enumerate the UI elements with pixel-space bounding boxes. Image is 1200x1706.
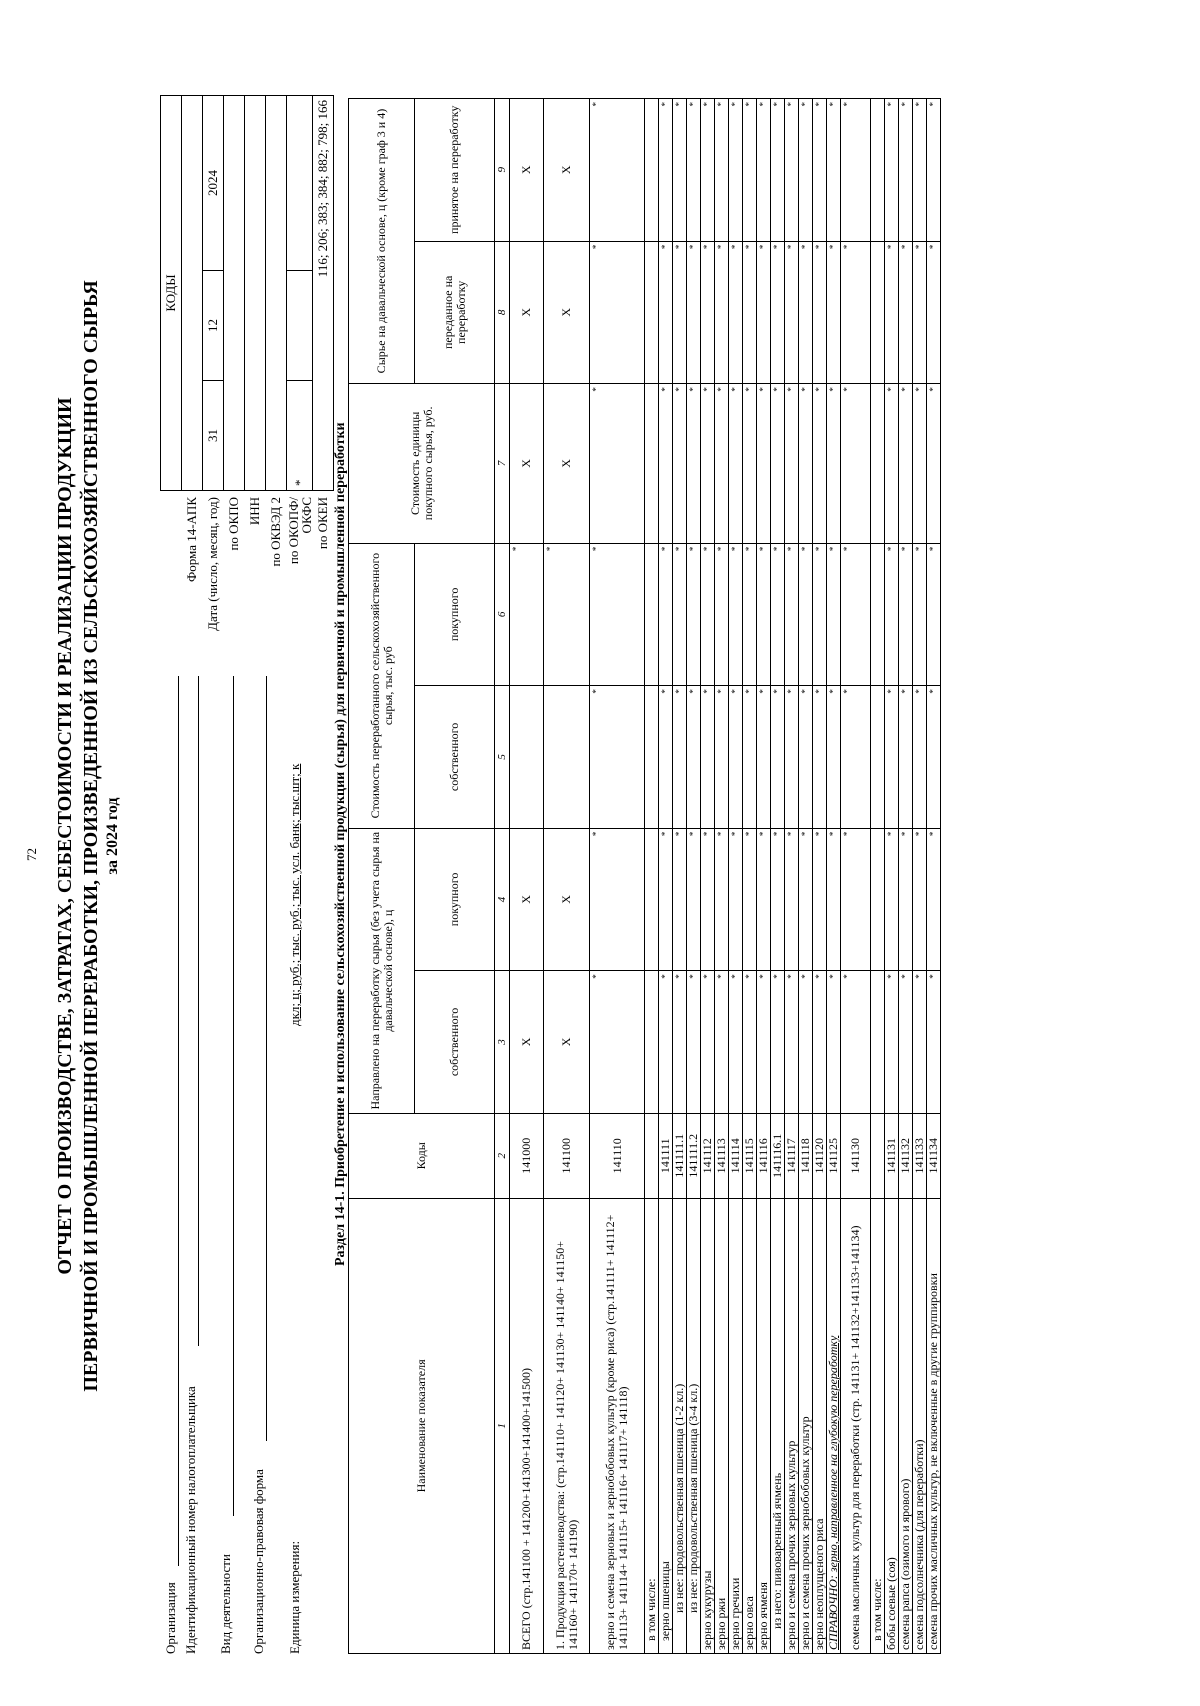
row-cell-c9[interactable]	[871, 99, 885, 242]
row-cell-c6[interactable]: *	[701, 543, 715, 686]
row-cell-c6[interactable]	[871, 543, 885, 686]
row-cell-c7[interactable]: *	[701, 384, 715, 544]
row-cell-c3[interactable]	[645, 971, 659, 1114]
row-code: 141100	[544, 1113, 590, 1198]
header-cost-own: собственного	[415, 686, 495, 829]
row-cell-c6[interactable]: *	[715, 543, 729, 686]
table-row	[701, 99, 715, 1654]
row-cell-c5[interactable]: *	[799, 686, 813, 829]
row-cell-c9[interactable]: *	[729, 99, 743, 242]
row-cell-c5[interactable]	[871, 686, 885, 829]
row-cell-c8[interactable]: *	[757, 241, 771, 384]
okopf-spare-cell	[287, 96, 313, 271]
row-cell-c7[interactable]: Х	[510, 384, 544, 544]
date-label: Дата (число, месяц, год)	[203, 491, 224, 662]
row-cell-c4[interactable]: *	[899, 828, 913, 971]
row-cell-c3[interactable]: Х	[510, 971, 544, 1114]
row-cell-c7[interactable]: *	[827, 384, 841, 544]
table-row	[913, 99, 927, 1654]
row-cell-c6[interactable]: *	[827, 543, 841, 686]
header-tolling: Сырье на давальческой основе, ц (кроме граф 3 и 4)	[349, 99, 415, 384]
row-code: 141112	[701, 1113, 715, 1198]
row-cell-c6[interactable]: *	[771, 543, 785, 686]
date-year[interactable]: 2024	[203, 96, 224, 271]
row-code: 141120	[813, 1113, 827, 1198]
row-cell-c7[interactable]: *	[841, 384, 871, 544]
row-cell-c5[interactable]: *	[687, 686, 701, 829]
header-tolling-accepted: принятое на переработку	[415, 99, 495, 242]
row-cell-c3[interactable]: *	[885, 971, 899, 1114]
row-cell-c9[interactable]: Х	[510, 99, 544, 242]
row-code: 141134	[927, 1113, 941, 1198]
row-code: 141110	[590, 1113, 645, 1198]
row-cell-c6[interactable]: *	[785, 543, 799, 686]
row-code: 141117	[785, 1113, 799, 1198]
row-cell-c6[interactable]: *	[590, 543, 645, 686]
row-cell-c5[interactable]: *	[885, 686, 899, 829]
row-cell-c9[interactable]: *	[927, 99, 941, 242]
row-name: из нее: продовольственная пшеница (1-2 кл.)	[673, 1198, 687, 1653]
table-row	[841, 99, 871, 1654]
row-cell-c6[interactable]: *	[510, 543, 544, 686]
table-row	[715, 99, 729, 1654]
table-row	[729, 99, 743, 1654]
row-cell-c6[interactable]: *	[927, 543, 941, 686]
row-cell-c6[interactable]: *	[687, 543, 701, 686]
row-cell-c3[interactable]: *	[771, 971, 785, 1114]
row-cell-c4[interactable]	[871, 828, 885, 971]
row-cell-c9[interactable]	[645, 99, 659, 242]
header-cost-purchased: покупного	[415, 543, 495, 686]
row-cell-c8[interactable]: *	[799, 241, 813, 384]
row-cell-c5[interactable]: *	[927, 686, 941, 829]
okfs-text: ОКФС	[298, 497, 314, 534]
unit-label: Единица измерения:	[287, 1540, 302, 1654]
row-cell-c7[interactable]: *	[927, 384, 941, 544]
row-name: зерно и семена зерновых и зернобобовых культур (кроме риса) (стр.141111+ 141112+ 141113+ 141114+ 141115+ 141116+ 141117+ 141118)	[590, 1198, 645, 1653]
row-cell-c4[interactable]: *	[913, 828, 927, 971]
row-cell-c4[interactable]: *	[841, 828, 871, 971]
row-cell-c8[interactable]: *	[785, 241, 799, 384]
row-cell-c8[interactable]	[645, 241, 659, 384]
header-codes: Коды	[349, 1113, 495, 1198]
row-name: в том числе:	[871, 1198, 885, 1653]
row-cell-c4[interactable]: *	[785, 828, 799, 971]
row-cell-c5[interactable]: *	[590, 686, 645, 829]
okved-cell[interactable]	[266, 96, 287, 491]
inn-field-line[interactable]	[198, 676, 199, 1346]
row-cell-c6[interactable]: *	[673, 543, 687, 686]
row-name: из нее: продовольственная пшеница (3-4 кл.)	[687, 1198, 701, 1653]
row-cell-c9[interactable]: *	[659, 99, 673, 242]
row-name: зерно неоплущеного риса	[813, 1198, 827, 1653]
inn-label: Идентификационный номер налогоплательщика	[183, 1386, 198, 1654]
row-cell-c5[interactable]: *	[757, 686, 771, 829]
row-code: 141116	[757, 1113, 771, 1198]
header-sent: Направлено на переработку сырья (без учета сырья на давальческой основе), ц	[349, 828, 415, 1113]
row-name: зерно и семена прочих зерновых культур	[785, 1198, 799, 1653]
col-num: 2	[495, 1113, 510, 1198]
table-row	[673, 99, 687, 1654]
okei-cell[interactable]: 116; 206; 383; 384; 882; 798; 166	[313, 96, 334, 491]
row-cell-c6[interactable]: *	[729, 543, 743, 686]
report-title-line2: ПЕРВИЧНОЙ И ПРОМЫШЛЕННОЙ ПЕРЕРАБОТКИ, ПРОИЗВЕДЕННОЙ ИЗ СЕЛЬСКОХОЗЯЙСТВЕННОГО СЫРЬЯ	[80, 280, 102, 1392]
row-cell-c5[interactable]: *	[729, 686, 743, 829]
row-cell-c3[interactable]: *	[701, 971, 715, 1114]
okpo-cell[interactable]	[224, 96, 245, 491]
row-cell-c9[interactable]: *	[913, 99, 927, 242]
codes-table	[160, 95, 334, 661]
header-sent-purchased: покупного	[415, 828, 495, 971]
row-cell-c3[interactable]: *	[799, 971, 813, 1114]
main-table	[348, 98, 941, 1654]
row-cell-c3[interactable]: *	[715, 971, 729, 1114]
row-cell-c9[interactable]: *	[885, 99, 899, 242]
row-cell-c8[interactable]: Х	[544, 241, 590, 384]
activity-field-line[interactable]	[233, 676, 234, 1516]
okved-label: по ОКВЭД 2	[266, 491, 287, 662]
header-cost: Стоимость переработанного сельскохозяйственного сырья, тыс. руб	[349, 543, 415, 828]
table-row	[544, 99, 590, 1654]
row-cell-c8[interactable]: *	[687, 241, 701, 384]
row-cell-c5[interactable]: *	[715, 686, 729, 829]
row-cell-c4[interactable]	[645, 828, 659, 971]
row-cell-c6[interactable]: *	[659, 543, 673, 686]
table-row	[927, 99, 941, 1654]
row-cell-c9[interactable]: *	[841, 99, 871, 242]
row-code: 141114	[729, 1113, 743, 1198]
row-cell-c8[interactable]: *	[743, 241, 757, 384]
row-cell-c4[interactable]: *	[771, 828, 785, 971]
row-cell-c7[interactable]: *	[913, 384, 927, 544]
row-cell-c7[interactable]: *	[715, 384, 729, 544]
row-cell-c8[interactable]: *	[813, 241, 827, 384]
col-num: 7	[495, 384, 510, 544]
row-cell-c3[interactable]: *	[673, 971, 687, 1114]
row-cell-c6[interactable]: *	[757, 543, 771, 686]
row-cell-c7[interactable]: *	[771, 384, 785, 544]
row-cell-c8[interactable]: *	[899, 241, 913, 384]
row-cell-c8[interactable]: *	[841, 241, 871, 384]
col-num: 9	[495, 99, 510, 242]
row-cell-c3[interactable]: *	[785, 971, 799, 1114]
row-cell-c4[interactable]: *	[927, 828, 941, 971]
legal-form-label: Организационно-правовая форма	[251, 1469, 266, 1654]
header-sent-own: собственного	[415, 971, 495, 1114]
row-name: СПРАВОЧНО: зерно, направленное на глубокую переработку	[827, 1198, 841, 1653]
row-cell-c5[interactable]	[510, 686, 544, 829]
row-cell-c9[interactable]: *	[673, 99, 687, 242]
row-code: 141133	[913, 1113, 927, 1198]
row-cell-c7[interactable]: *	[813, 384, 827, 544]
row-cell-c9[interactable]: *	[827, 99, 841, 242]
row-cell-c4[interactable]: *	[590, 828, 645, 971]
row-name: зерно ржи	[715, 1198, 729, 1653]
row-cell-c5[interactable]: *	[659, 686, 673, 829]
row-name: семена рапса (озимого и ярового)	[899, 1198, 913, 1653]
row-cell-c7[interactable]: *	[799, 384, 813, 544]
row-code: 141132	[899, 1113, 913, 1198]
table-row	[785, 99, 799, 1654]
row-cell-c9[interactable]: *	[813, 99, 827, 242]
table-row	[659, 99, 673, 1654]
row-cell-c6[interactable]: *	[813, 543, 827, 686]
row-cell-c6[interactable]: *	[743, 543, 757, 686]
row-cell-c6[interactable]: *	[544, 543, 590, 686]
row-code: 141111	[659, 1113, 673, 1198]
row-cell-c8[interactable]: *	[659, 241, 673, 384]
row-cell-c3[interactable]: *	[757, 971, 771, 1114]
codes-header: КОДЫ	[161, 96, 182, 491]
col-num: 4	[495, 828, 510, 971]
table-row	[645, 99, 659, 1654]
row-cell-c8[interactable]: *	[715, 241, 729, 384]
row-cell-c8[interactable]: *	[590, 241, 645, 384]
row-name: семена подсолнечника (для переработки)	[913, 1198, 927, 1653]
row-cell-c6[interactable]	[645, 543, 659, 686]
row-name: 1. Продукция растениеводства: (стр.141110+ 141120+ 141130+ 141140+ 141150+ 141160+ 141170+ 141190)	[544, 1198, 590, 1653]
row-cell-c5[interactable]: *	[913, 686, 927, 829]
inn-cell[interactable]	[245, 96, 266, 491]
okopf-text: по ОКОПФ/	[285, 497, 301, 565]
column-numbers-row	[495, 99, 510, 1654]
row-cell-c3[interactable]: *	[813, 971, 827, 1114]
row-cell-c9[interactable]: *	[799, 99, 813, 242]
report-year: за 2024 год	[104, 797, 121, 875]
row-cell-c8[interactable]: *	[885, 241, 899, 384]
row-cell-c9[interactable]: *	[701, 99, 715, 242]
row-cell-c7[interactable]: *	[590, 384, 645, 544]
row-name: зерно гречихи	[729, 1198, 743, 1653]
row-name: семена прочих масличных культур, не включенные в другие группировки	[927, 1198, 941, 1653]
page-number: 72	[24, 848, 39, 861]
row-cell-c4[interactable]: *	[659, 828, 673, 971]
report-title-line1: ОТЧЕТ О ПРОИЗВОДСТВЕ, ЗАТРАТАХ, СЕБЕСТОИМОСТИ И РЕАЛИЗАЦИИ ПРОДУКЦИИ	[54, 397, 76, 1275]
row-cell-c5[interactable]: *	[701, 686, 715, 829]
row-cell-c9[interactable]: *	[590, 99, 645, 242]
unit-value: дкл; ц; руб.; тыс. руб.; тыс. усл. банк; тыс.шт; к	[287, 763, 302, 1026]
table-body	[510, 99, 941, 1654]
row-cell-c6[interactable]: *	[899, 543, 913, 686]
table-row	[813, 99, 827, 1654]
okopf-cell[interactable]: *	[287, 381, 313, 491]
table-row	[590, 99, 645, 1654]
row-name: из него: пивоваренный ячмень	[771, 1198, 785, 1653]
form-code-cell[interactable]	[182, 96, 203, 491]
row-cell-c9[interactable]: *	[715, 99, 729, 242]
table-row	[885, 99, 899, 1654]
row-cell-c9[interactable]: *	[785, 99, 799, 242]
row-cell-c4[interactable]: *	[715, 828, 729, 971]
row-cell-c7[interactable]: *	[687, 384, 701, 544]
table-row	[871, 99, 885, 1654]
row-name: семена масличных культур для переработки (стр. 141131+ 141132+141133+141134)	[841, 1198, 871, 1653]
row-cell-c7[interactable]: *	[673, 384, 687, 544]
row-cell-c8[interactable]: *	[771, 241, 785, 384]
row-cell-c5[interactable]	[544, 686, 590, 829]
row-cell-c3[interactable]: *	[913, 971, 927, 1114]
row-cell-c9[interactable]: *	[899, 99, 913, 242]
table-row	[510, 99, 544, 1654]
table-row	[827, 99, 841, 1654]
row-code: 141125	[827, 1113, 841, 1198]
row-cell-c3[interactable]: *	[659, 971, 673, 1114]
row-cell-c7[interactable]: *	[885, 384, 899, 544]
org-label: Организация	[163, 1582, 178, 1654]
row-cell-c8[interactable]: *	[673, 241, 687, 384]
row-cell-c7[interactable]	[645, 384, 659, 544]
table-row	[799, 99, 813, 1654]
row-cell-c3[interactable]: *	[927, 971, 941, 1114]
row-code: 141111.1	[673, 1113, 687, 1198]
row-code: 141115	[743, 1113, 757, 1198]
header-name: Наименование показателя	[349, 1198, 495, 1653]
row-code: 141111.2	[687, 1113, 701, 1198]
inn-code-label: ИНН	[245, 491, 266, 662]
row-cell-c3[interactable]	[871, 971, 885, 1114]
row-cell-c9[interactable]: *	[687, 99, 701, 242]
row-cell-c5[interactable]: *	[673, 686, 687, 829]
row-cell-c4[interactable]: *	[813, 828, 827, 971]
okopf-label	[287, 491, 313, 662]
section-title: Раздел 14-1. Приобретение и использование сельскохозяйственной продукции (сырья) для первичной и промышленной переработки	[333, 422, 348, 1266]
row-code	[645, 1113, 659, 1198]
table-row	[771, 99, 785, 1654]
row-cell-c3[interactable]: *	[899, 971, 913, 1114]
col-num: 5	[495, 686, 510, 829]
row-cell-c4[interactable]: *	[885, 828, 899, 971]
row-cell-c8[interactable]	[871, 241, 885, 384]
row-cell-c9[interactable]: *	[743, 99, 757, 242]
col-num: 1	[495, 1198, 510, 1653]
row-cell-c9[interactable]: Х	[544, 99, 590, 242]
legal-form-field-line[interactable]	[266, 676, 267, 1441]
row-name: зерно кукурузы	[701, 1198, 715, 1653]
okpo-label: по ОКПО	[224, 491, 245, 662]
row-cell-c8[interactable]: Х	[510, 241, 544, 384]
row-cell-c7[interactable]: *	[757, 384, 771, 544]
row-cell-c4[interactable]: *	[799, 828, 813, 971]
row-name: ВСЕГО (стр.141100 + 141200+141300+141400+141500)	[510, 1198, 544, 1653]
col-num: 3	[495, 971, 510, 1114]
row-cell-c8[interactable]: *	[729, 241, 743, 384]
row-cell-c8[interactable]: *	[927, 241, 941, 384]
row-cell-c5[interactable]: *	[771, 686, 785, 829]
table-row	[757, 99, 771, 1654]
row-cell-c4[interactable]: Х	[510, 828, 544, 971]
row-cell-c6[interactable]: *	[841, 543, 871, 686]
row-cell-c9[interactable]: *	[771, 99, 785, 242]
row-cell-c3[interactable]: Х	[544, 971, 590, 1114]
row-code: 141131	[885, 1113, 899, 1198]
table-row	[899, 99, 913, 1654]
row-cell-c7[interactable]: *	[743, 384, 757, 544]
row-cell-c3[interactable]: *	[743, 971, 757, 1114]
row-cell-c4[interactable]: Х	[544, 828, 590, 971]
row-cell-c3[interactable]: *	[827, 971, 841, 1114]
date-month[interactable]: 12	[203, 271, 224, 381]
row-code: 141130	[841, 1113, 871, 1198]
row-cell-c7[interactable]: Х	[544, 384, 590, 544]
row-cell-c3[interactable]: *	[590, 971, 645, 1114]
okei-label: по ОКЕИ	[313, 491, 334, 662]
row-cell-c4[interactable]: *	[729, 828, 743, 971]
row-cell-c6[interactable]: *	[913, 543, 927, 686]
row-cell-c5[interactable]: *	[785, 686, 799, 829]
row-cell-c4[interactable]: *	[757, 828, 771, 971]
activity-label: Вид деятельности	[218, 1554, 233, 1654]
row-cell-c5[interactable]: *	[841, 686, 871, 829]
org-field-line[interactable]	[178, 676, 179, 1566]
row-cell-c4[interactable]: *	[827, 828, 841, 971]
header-unit-cost: Стоимость единицы покупного сырья, руб.	[349, 384, 495, 544]
table-row	[687, 99, 701, 1654]
row-cell-c5[interactable]: *	[899, 686, 913, 829]
row-cell-c4[interactable]: *	[701, 828, 715, 971]
form-label: Форма 14-АПК	[182, 491, 203, 662]
row-cell-c8[interactable]: *	[701, 241, 715, 384]
row-code	[871, 1113, 885, 1198]
col-num: 8	[495, 241, 510, 384]
row-cell-c6[interactable]: *	[799, 543, 813, 686]
row-cell-c4[interactable]: *	[687, 828, 701, 971]
row-cell-c6[interactable]: *	[885, 543, 899, 686]
row-name: зерно и семена прочих зернобобовых культур	[799, 1198, 813, 1653]
row-name: бобы соевые (соя)	[885, 1198, 899, 1653]
row-code: 141118	[799, 1113, 813, 1198]
row-cell-c7[interactable]: *	[659, 384, 673, 544]
row-code: 141116.1	[771, 1113, 785, 1198]
row-cell-c8[interactable]: *	[827, 241, 841, 384]
row-cell-c8[interactable]: *	[913, 241, 927, 384]
table-row	[743, 99, 757, 1654]
row-cell-c3[interactable]: *	[687, 971, 701, 1114]
row-cell-c7[interactable]: *	[899, 384, 913, 544]
date-day[interactable]: 31	[203, 381, 224, 491]
row-cell-c4[interactable]: *	[743, 828, 757, 971]
row-code: 141000	[510, 1113, 544, 1198]
row-code: 141113	[715, 1113, 729, 1198]
row-name: в том числе:	[645, 1198, 659, 1653]
row-cell-c4[interactable]: *	[673, 828, 687, 971]
row-cell-c5[interactable]: *	[813, 686, 827, 829]
row-name: зерно овса	[743, 1198, 757, 1653]
row-cell-c7[interactable]: *	[785, 384, 799, 544]
row-cell-c7[interactable]: *	[729, 384, 743, 544]
okfs-cell[interactable]	[287, 271, 313, 381]
row-cell-c5[interactable]: *	[827, 686, 841, 829]
row-name: зерно ячменя	[757, 1198, 771, 1653]
row-cell-c3[interactable]: *	[729, 971, 743, 1114]
header-tolling-transferred: переданное на переработку	[415, 241, 495, 384]
row-cell-c3[interactable]: *	[841, 971, 871, 1114]
row-cell-c9[interactable]: *	[757, 99, 771, 242]
row-cell-c5[interactable]: *	[743, 686, 757, 829]
row-cell-c7[interactable]	[871, 384, 885, 544]
row-cell-c5[interactable]	[645, 686, 659, 829]
col-num: 6	[495, 543, 510, 686]
row-name: зерно пшеницы	[659, 1198, 673, 1653]
